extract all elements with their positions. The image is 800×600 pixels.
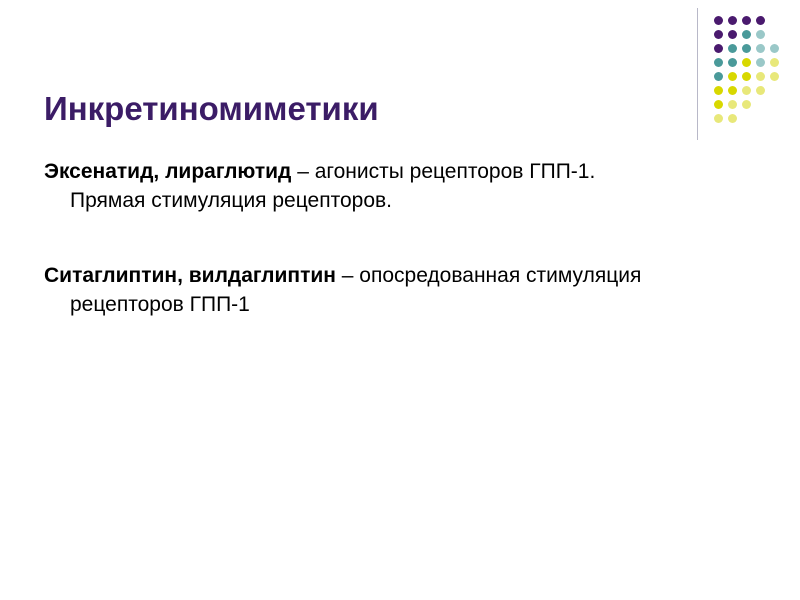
dot-cell xyxy=(726,84,740,98)
dot-light_yellow xyxy=(728,114,737,123)
dot-yellow xyxy=(728,86,737,95)
dot-cell xyxy=(754,28,768,42)
dot-empty xyxy=(742,114,751,123)
dot-cell xyxy=(754,70,768,84)
dot-teal xyxy=(728,58,737,67)
paragraph-1-rest: – агонисты рецепторов ГПП-1. Прямая стимуляция рецепторов. xyxy=(70,160,596,212)
dot-cell xyxy=(740,56,754,70)
body-paragraph-1 xyxy=(44,158,674,216)
dot-light_yellow xyxy=(756,86,765,95)
dot-empty xyxy=(770,16,779,25)
dot-cell xyxy=(712,56,726,70)
dot-light_yellow xyxy=(714,114,723,123)
dot-cell xyxy=(754,112,768,126)
dot-cell xyxy=(740,84,754,98)
paragraph-1-lead: Эксенатид, лираглютид xyxy=(44,160,292,183)
dot-cell xyxy=(754,14,768,28)
slide-body xyxy=(44,158,674,320)
dot-yellow xyxy=(742,72,751,81)
dot-cell xyxy=(712,98,726,112)
dot-cell xyxy=(712,14,726,28)
dot-empty xyxy=(770,30,779,39)
body-paragraph-2 xyxy=(44,262,674,320)
dot-cell xyxy=(768,112,782,126)
dot-yellow xyxy=(714,86,723,95)
dot-cell xyxy=(740,70,754,84)
dot-purple xyxy=(728,30,737,39)
dot-cell xyxy=(712,84,726,98)
dot-light_yellow xyxy=(742,100,751,109)
dot-cell xyxy=(754,42,768,56)
dot-cell xyxy=(768,14,782,28)
vertical-divider xyxy=(697,8,698,140)
dot-empty xyxy=(770,114,779,123)
dot-cell xyxy=(726,112,740,126)
dot-light_yellow xyxy=(742,86,751,95)
dot-cell xyxy=(740,28,754,42)
dot-cell xyxy=(712,112,726,126)
paragraph-spacer xyxy=(44,216,674,262)
dot-empty xyxy=(770,100,779,109)
slide-title: Инкретиномиметики xyxy=(44,90,379,128)
dot-teal xyxy=(714,58,723,67)
dot-teal xyxy=(714,72,723,81)
dot-purple xyxy=(714,44,723,53)
dot-cell xyxy=(740,112,754,126)
paragraph-2-rest: – опосредованная стимуляция рецепторов ГПП-1 xyxy=(70,263,642,316)
dot-empty xyxy=(770,86,779,95)
dot-cell xyxy=(712,42,726,56)
dot-teal xyxy=(742,30,751,39)
dot-empty xyxy=(756,114,765,123)
dot-cell xyxy=(768,70,782,84)
dot-cell xyxy=(726,98,740,112)
dot-cell xyxy=(726,56,740,70)
dot-cell xyxy=(754,84,768,98)
dot-cell xyxy=(768,56,782,70)
dot-grid-decoration xyxy=(712,14,782,126)
dot-teal xyxy=(728,44,737,53)
dot-purple xyxy=(714,30,723,39)
dot-cell xyxy=(768,28,782,42)
dot-cell xyxy=(754,56,768,70)
dot-cell xyxy=(726,70,740,84)
dot-cell xyxy=(726,42,740,56)
dot-purple xyxy=(728,16,737,25)
dot-yellow xyxy=(742,58,751,67)
dot-cell xyxy=(740,98,754,112)
dot-cell xyxy=(768,84,782,98)
dot-cell xyxy=(768,98,782,112)
dot-cell xyxy=(754,98,768,112)
dot-yellow xyxy=(714,100,723,109)
dot-light_teal xyxy=(756,44,765,53)
dot-cell xyxy=(740,42,754,56)
paragraph-2-lead: Ситаглиптин, вилдаглиптин xyxy=(44,263,336,287)
dot-yellow xyxy=(728,72,737,81)
dot-light_yellow xyxy=(728,100,737,109)
dot-cell xyxy=(726,28,740,42)
dot-purple xyxy=(756,16,765,25)
dot-light_yellow xyxy=(770,58,779,67)
dot-cell xyxy=(712,28,726,42)
dot-cell xyxy=(726,14,740,28)
dot-teal xyxy=(742,44,751,53)
dot-cell xyxy=(740,14,754,28)
dot-empty xyxy=(756,100,765,109)
dot-light_yellow xyxy=(756,72,765,81)
dot-light_yellow xyxy=(770,72,779,81)
dot-light_teal xyxy=(770,44,779,53)
dot-cell xyxy=(712,70,726,84)
dot-cell xyxy=(768,42,782,56)
dot-light_teal xyxy=(756,30,765,39)
dot-purple xyxy=(714,16,723,25)
dot-purple xyxy=(742,16,751,25)
dot-light_teal xyxy=(756,58,765,67)
